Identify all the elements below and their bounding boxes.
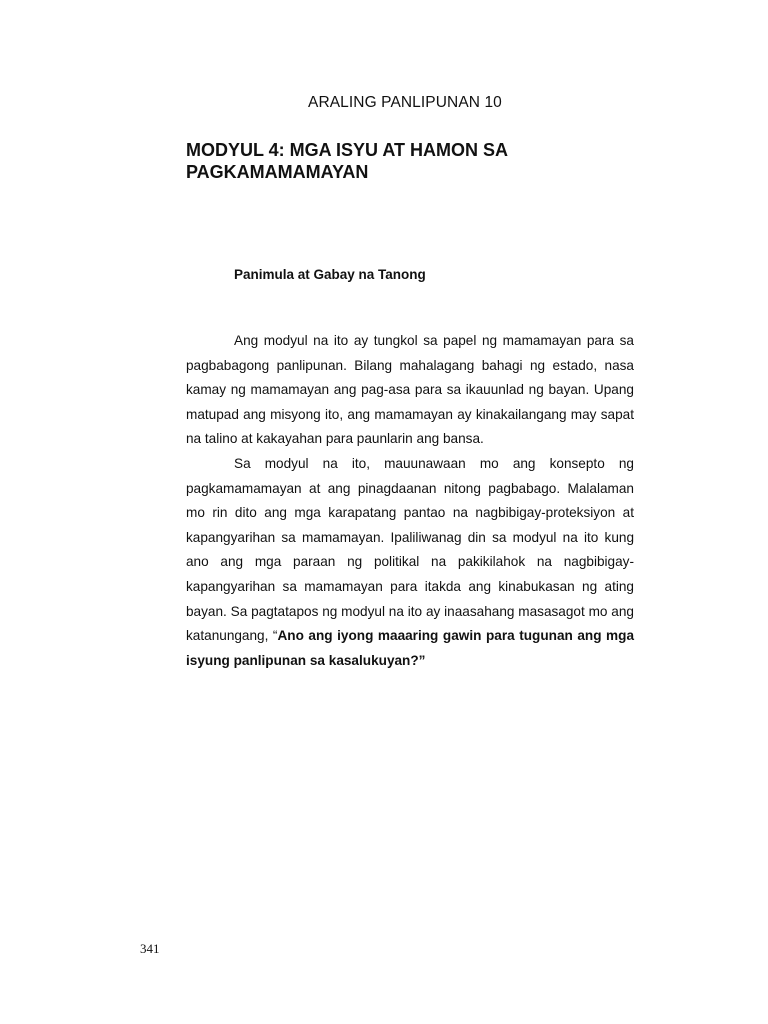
module-title bbox=[186, 139, 636, 183]
body-text bbox=[186, 329, 634, 673]
module-title-line-2: PAGKAMAMAMAYAN bbox=[186, 162, 369, 182]
intro-paragraph: Ang modyul na ito ay tungkol sa papel ng mamamayan para sa pagbabagong panlipunan. Bilang mahalagang bahagi ng estado, nasa kamay ng mamamayan ang pag-asa para sa ikauunlad ng bayan. Upang matupad ang misyong ito, ang mamamayan ay kinakailangang may sapat na talino at kakayahan para paunlarin ang bansa. bbox=[186, 333, 634, 447]
guide-question: Ano ang iyong maaaring gawin para tugunan ang mga isyung panlipunan sa kasalukuyan?” bbox=[186, 628, 635, 668]
overview-text: Sa modyul na ito, mauunawaan mo ang konsepto ng pagkamamamayan at ang pinagdaanan nitong pagbabago. Malalaman mo rin dito ang mga karapatang pantao na nagbibigay-proteksiyon at kapangyarihan sa mamamayan. Ipaliliwanag din sa modyul na ito kung ano ang mga paraan ng politikal na pakikilahok na nagbibigay-kapangyarihan sa mamamayan para itakda ang kinabukasan ng ating bayan. Sa pagtatapos ng modyul na ito ay inaasahang masasagot mo ang katanungang, “ bbox=[186, 455, 634, 644]
page-header: ARALING PANLIPUNAN 10 bbox=[308, 94, 502, 111]
section-heading: Panimula at Gabay na Tanong bbox=[234, 267, 426, 282]
page-number: 341 bbox=[140, 941, 160, 956]
overview-paragraph bbox=[186, 452, 634, 673]
module-title-line-1: MODYUL 4: MGA ISYU AT HAMON SA bbox=[186, 140, 509, 160]
